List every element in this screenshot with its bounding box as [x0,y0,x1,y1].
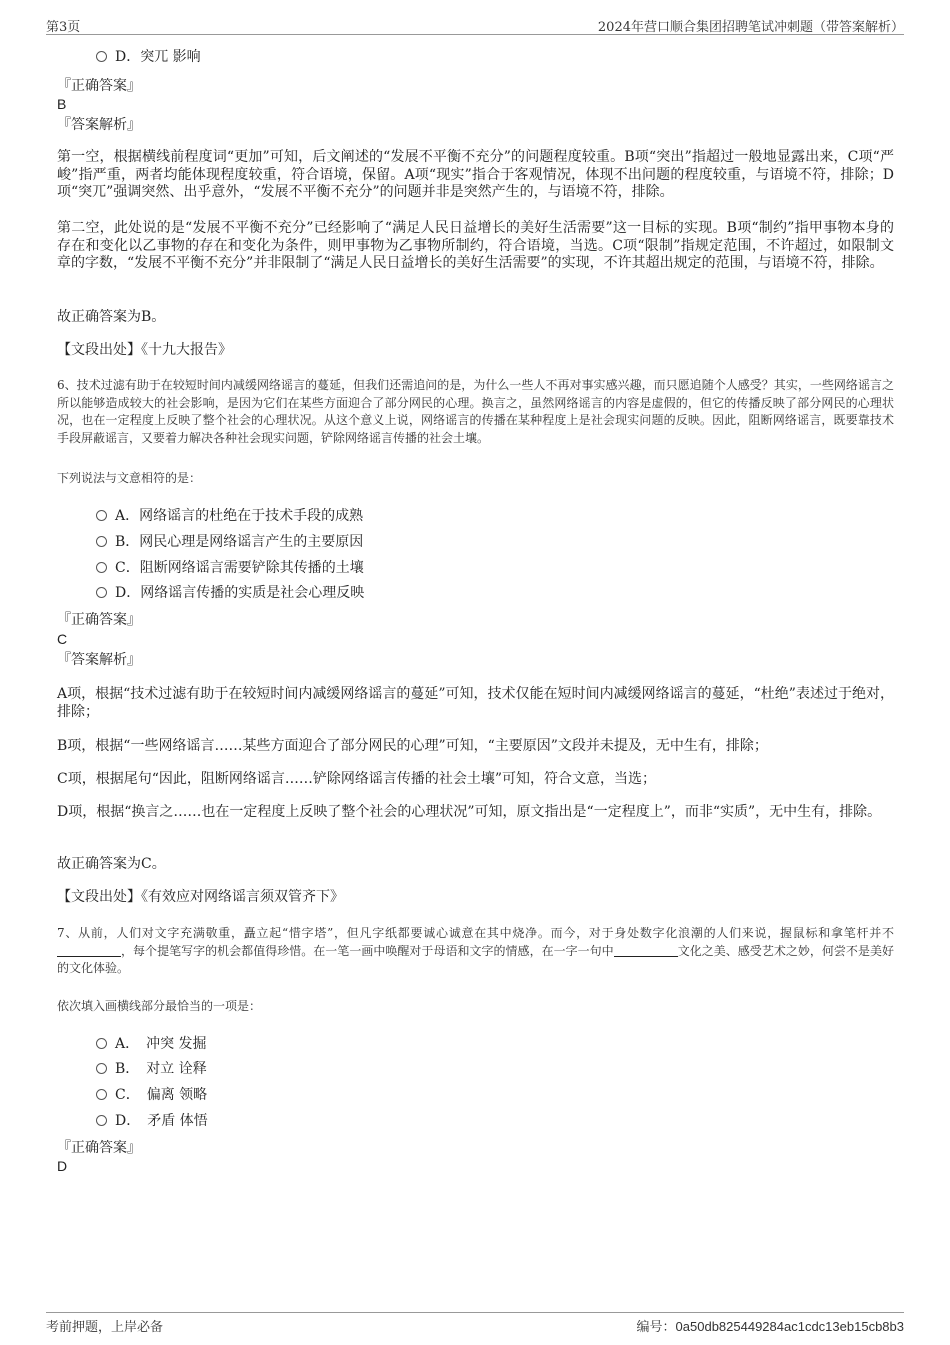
q7-stem: 7、从前，人们对文字充满敬重，矗立起“惜字塔”，但凡字纸都要诚心诚意在其中烧净。而今，对于身处数字化浪潮的人们来说，握鼠标和拿笔杆并不，每个提笔写字的机会都值得珍惜。在一笔一画中唤醒对于母语和文字的情感，在一字一句中 文化之美、感受艺术之妙，何尝不是美好的文化体验。 [57,926,894,975]
radio-icon[interactable] [96,1089,107,1100]
q6-analysis-label: 『答案解析』 [57,652,141,668]
q7-option-b[interactable]: B． 对立 诠释 [96,1059,207,1079]
q7-option-a[interactable]: A． 冲突 发掘 [96,1034,207,1054]
q6-source: 【文段出处】《有效应对网络谣言须双管齐下》 [57,889,344,905]
q6-option-b[interactable]: B．网民心理是网络谣言产生的主要原因 [96,532,363,552]
q7-answer: D [57,1158,68,1174]
radio-icon[interactable] [96,587,107,598]
q7-option-c[interactable]: C． 偏离 领略 [96,1085,207,1105]
q6-analysis-paragraph: D项，根据“换言之……也在一定程度上反映了整个社会的心理状况”可知，原文指出是“一定程度上”，而非“实质”，无中生有，排除。 [57,804,882,820]
q5-analysis-paragraph: 第二空，此处说的是“发展不平衡不充分”已经影响了“满足人民日益增长的美好生活需要”这一目标的实现。B项“制约”指甲事物本身的存在和变化以乙事物的存在和变化为条件，则甲事物为乙事物所制约，符合语境，当选。C项“限制”指规定范围，不许超过，如限制文章的字数，“发展不平衡不充分”并非限制了“满足人民日益增长的美好生活需要”的实现，不许其超出规定的范围，与语境不符，排除。 [57,220,894,271]
q5-analysis-paragraph: 第一空，根据横线前程度词“更加”可知，后文阐述的“发展不平衡不充分”的问题程度较重。B项“突出”指超过一般地显露出来，C项“严峻”指严重，两者均能体现程度较重，符合语境，保留。A项“现实”指合于客观情况，体现不出问题的程度较重，与语境不符，排除；D项“突兀”强调突然、出乎意外，“发展不平衡不充分”的问题并非是突然产生的，与语境不符，排除。 [57,149,894,200]
fill-blank [614,944,678,957]
q6-answer-label: 『正确答案』 [57,612,141,628]
document-id: 编号：0a50db825449284ac1cdc13eb15cb8b3 [636,1319,904,1334]
q6-analysis-paragraph: A项，根据“技术过滤有助于在较短时间内减缓网络谣言的蔓延”可知，技术仅能在短时间内减缓网络谣言的蔓延，“杜绝”表述过于绝对，排除； [57,686,894,720]
q5-analysis-label: 『答案解析』 [57,117,141,133]
page-footer [46,1312,904,1333]
q5-option-d[interactable]: D．突兀 影响 [96,47,201,67]
q5-source: 【文段出处】《十九大报告》 [57,342,232,358]
q7-answer-label: 『正确答案』 [57,1140,141,1156]
q5-answer-label: 『正确答案』 [57,78,141,94]
radio-icon[interactable] [96,562,107,573]
q6-option-c[interactable]: C．阻断网络谣言需要铲除其传播的土壤 [96,558,364,578]
q6-option-d[interactable]: D．网络谣言传播的实质是社会心理反映 [96,583,364,603]
radio-icon[interactable] [96,536,107,547]
q5-answer: B [57,96,67,112]
q6-conclusion: 故正确答案为C。 [57,856,166,872]
q6-prompt: 下列说法与文意相符的是： [57,471,202,485]
radio-icon[interactable] [96,1038,107,1049]
footer-slogan: 考前押题，上岸必备 [46,1320,164,1335]
q7-option-d[interactable]: D． 矛盾 体悟 [96,1111,208,1131]
radio-icon[interactable] [96,1115,107,1126]
q6-analysis-paragraph: C项，根据尾句“因此，阻断网络谣言……铲除网络谣言传播的社会土壤”可知，符合文意，当选； [57,771,657,787]
q6-stem: 6、技术过滤有助于在较短时间内减缓网络谣言的蔓延，但我们还需追问的是，为什么一些人不再对事实感兴趣，而只愿追随个人感受？其实，一些网络谣言之所以能够造成较大的社会影响，是因为它们在某些方面迎合了部分网民的心理。换言之，虽然网络谣言的内容是虚假的，但它的传播反映了部分网民的心理状况，也在一定程度上反映了整个社会的心理状况。从这个意义上说，网络谣言的传播在某种程度上是社会现实问题的反映。因此，阻断网络谣言，既要靠技术手段屏蔽谣言，又要着力解决各种社会现实问题，铲除网络谣言传播的社会土壤。 [57,378,894,445]
page-number: 第3页 [46,20,81,35]
page-header [46,14,904,35]
radio-icon[interactable] [96,510,107,521]
radio-icon[interactable] [96,51,107,62]
q6-analysis-paragraph: B项，根据“一些网络谣言……某些方面迎合了部分网民的心理”可知，“主要原因”文段并未提及，无中生有，排除； [57,738,768,754]
q7-prompt: 依次填入画横线部分最恰当的一项是： [57,999,262,1013]
q6-option-a[interactable]: A．网络谣言的杜绝在于技术手段的成熟 [96,506,363,526]
fill-blank [57,944,121,957]
q5-conclusion: 故正确答案为B。 [57,309,166,325]
radio-icon[interactable] [96,1063,107,1074]
document-title: 2024年营口顺合集团招聘笔试冲刺题（带答案解析） [597,20,904,35]
q6-answer: C [57,631,68,647]
